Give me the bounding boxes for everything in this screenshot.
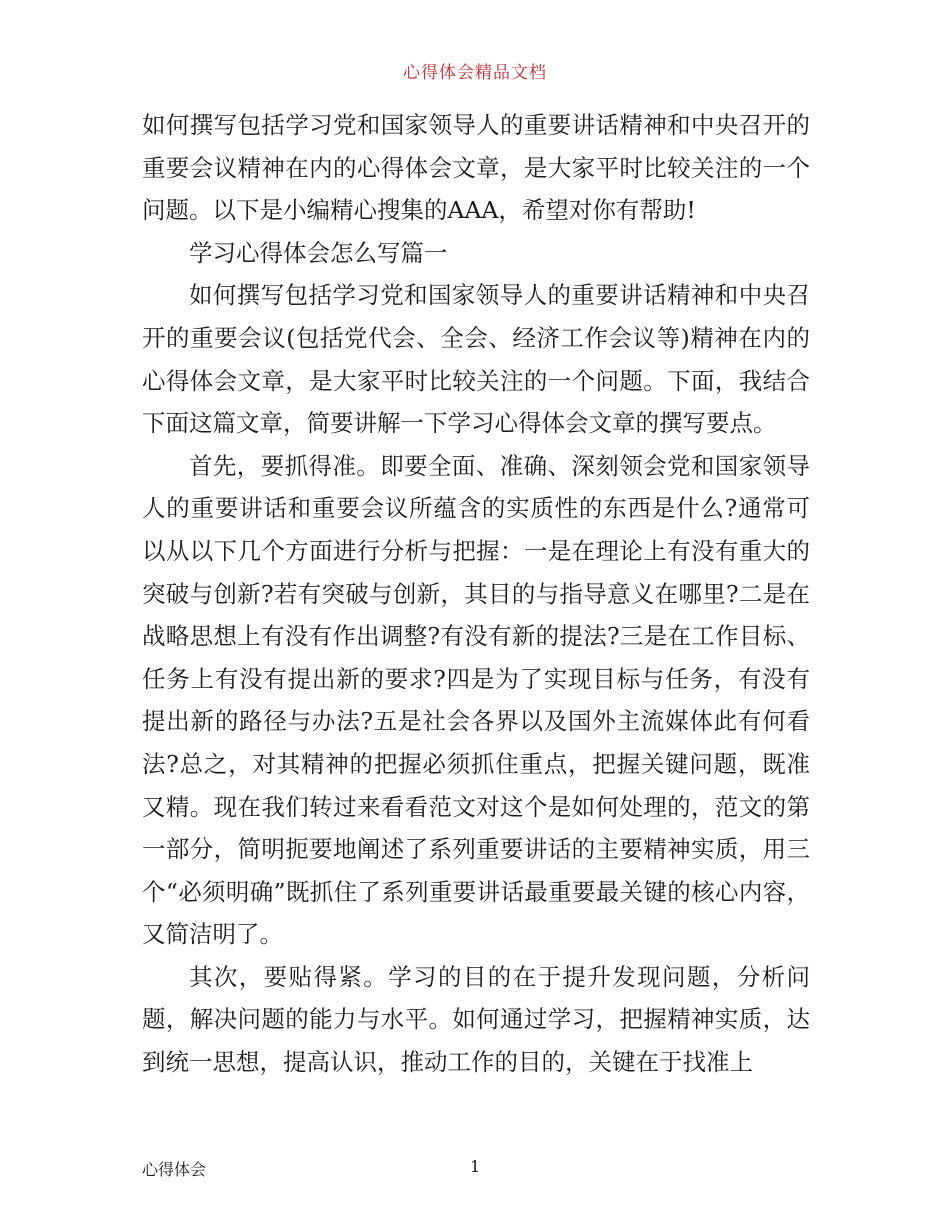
page-header-title: 心得体会精品文档: [403, 63, 547, 83]
intro-paragraph: 如何撰写包括学习党和国家领导人的重要讲话精神和中央召开的重要会议精神在内的心得体会文章，是大家平时比较关注的一个问题。以下是小编精心搜集的AAA，希望对你有帮助!: [142, 111, 810, 225]
section-heading: 学习心得体会怎么写篇一: [189, 238, 448, 267]
body-paragraph: 如何撰写包括学习党和国家领导人的重要讲话精神和中央召开的重要会议(包括党代会、全会、经济工作会议等)精神在内的心得体会文章，是大家平时比较关注的一个问题。下面，我结合下面这篇文章，简要讲解一下学习心得体会文章的撰写要点。: [142, 281, 810, 438]
document-body: [142, 104, 810, 1084]
body-paragraph: 其次，要贴得紧。学习的目的在于提升发现问题，分析问题，解决问题的能力与水平。如何通过学习，把握精神实质，达到统一思想，提高认识，推动工作的目的，关键在于找准上: [142, 962, 810, 1077]
body-paragraph: 首先，要抓得准。即要全面、准确、深刻领会党和国家领导人的重要讲话和重要会议所蕴含的实质性的东西是什么?通常可以从以下几个方面进行分析与把握：一是在理论上有没有重大的突破与创新?若有突破与创新，其目的与指导意义在哪里?二是在战略思想上有没有作出调整?有没有新的提法?三是在工作目标、任务上有没有提出新的要求?四是为了实现目标与任务，有没有提出新的路径与办法?五是社会各界以及国外主流媒体此有何看法?总之，对其精神的把握必须抓住重点，把握关键问题，既准又精。现在我们转过来看看范文对这个是如何处理的，范文的第一部分，简明扼要地阐述了系列重要讲话的主要精神实质，用三个“必须明确”既抓住了系列重要讲话最重要最关键的核心内容，又简洁明了。: [142, 451, 810, 949]
footer-label: 心得体会: [142, 1160, 207, 1179]
page-number: 1: [470, 1157, 481, 1176]
